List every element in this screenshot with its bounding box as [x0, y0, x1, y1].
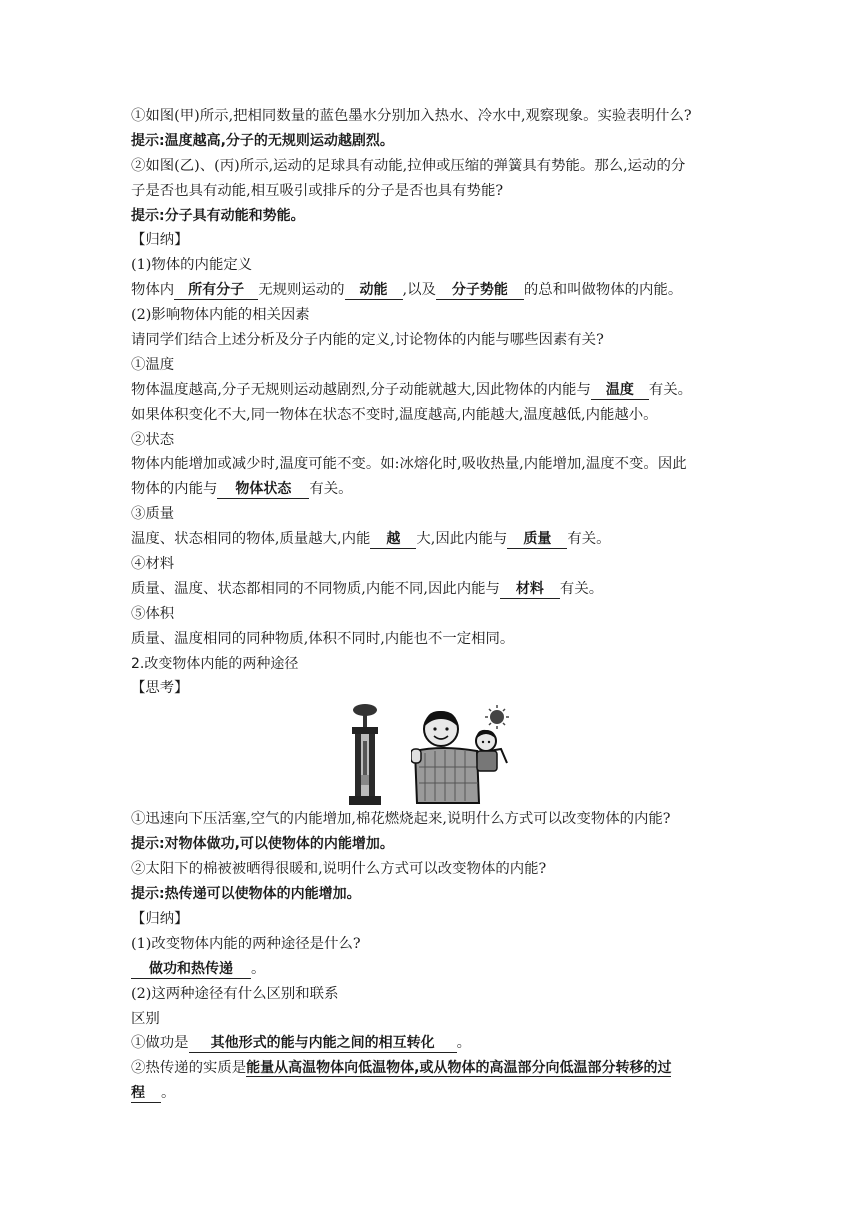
temperature-sentence: [131, 378, 743, 403]
temperature-note: 如果体积变化不大,同一物体在状态不变时,温度越高,内能越大,温度越低,内能越小。: [131, 406, 658, 423]
text: ①做功是: [131, 1035, 189, 1052]
definition-sentence: [131, 278, 743, 303]
text: 的总和叫做物体的内能。: [523, 282, 683, 299]
think-heading: 【思考】: [131, 680, 189, 697]
blank-answer: 温度: [591, 381, 649, 400]
text: ②热传递的实质是: [131, 1060, 247, 1077]
factors-question: 请同学们结合上述分析及分子内能的定义,讨论物体的内能与哪些因素有关?: [131, 332, 604, 349]
blank-answer: 其他形式的能与内能之间的相互转化: [189, 1034, 457, 1053]
difference-label: 区别: [131, 1010, 160, 1027]
work-sentence: [131, 1031, 743, 1056]
summary-heading-2: 【归纳】: [131, 910, 189, 927]
hint-2: 提示:分子具有动能和势能。: [131, 207, 305, 224]
question-2-line-2: 子是否也具有动能,相互吸引或排斥的分子是否也具有势能?: [131, 182, 504, 199]
state-sentence-1: 物体内能增加或减少时,温度可能不变。如:冰熔化时,吸收热量,内能增加,温度不变。因此: [131, 456, 687, 473]
blank-answer: 程: [131, 1084, 161, 1103]
text: 。: [251, 960, 266, 977]
volume-sentence: 质量、温度相同的同种物质,体积不同时,内能也不一定相同。: [131, 630, 515, 647]
heat-transfer-sentence-1: [131, 1056, 743, 1081]
text: 。: [456, 1035, 471, 1052]
text: 有关。: [567, 531, 611, 548]
blank-answer: 质量: [507, 530, 567, 549]
blank-answer: 分子势能: [436, 281, 524, 300]
temperature-heading: ①温度: [131, 356, 175, 373]
mass-heading: ③质量: [131, 506, 175, 523]
blank-answer: 物体状态: [217, 480, 309, 499]
air-compression-pump-illustration: [349, 703, 385, 807]
figure-row: [131, 701, 743, 807]
hint-3: 提示:对物体做功,可以使物体的内能增加。: [131, 836, 394, 853]
ways-answer: [131, 957, 743, 982]
factors-heading: (2)影响物体内能的相关因素: [131, 307, 310, 324]
text: 物体内: [131, 282, 175, 299]
text: 有关。: [309, 481, 353, 498]
text: 无规则运动的: [258, 282, 345, 299]
blank-answer: 做功和热传递: [131, 960, 251, 979]
material-sentence: [131, 577, 743, 602]
quilt-in-sun-illustration: [411, 705, 517, 805]
blank-answer: 材料: [500, 580, 560, 599]
definition-heading: (1)物体的内能定义: [131, 257, 253, 274]
text: 温度、状态相同的物体,质量越大,内能: [131, 531, 371, 548]
text: 有关。: [559, 580, 604, 597]
text: 。: [161, 1085, 176, 1102]
document-page: [131, 104, 743, 1106]
summary-heading-1: 【归纳】: [131, 232, 189, 249]
blank-answer: 所有分子: [174, 281, 258, 300]
text: 质量、温度、状态都相同的不同物质,内能不同,因此内能与: [131, 580, 500, 597]
blank-answer: 能量从高温物体向低温物体,或从物体的高温部分向低温部分转移的过: [246, 1060, 672, 1077]
difference-question: (2)这两种途径有什么区别和联系: [131, 985, 339, 1002]
text: 物体温度越高,分子无规则运动越剧烈,分子动能就越大,因此物体的内能与: [131, 381, 591, 398]
question-1: ①如图(甲)所示,把相同数量的蓝色墨水分别加入热水、冷水中,观察现象。实验表明什么?: [131, 108, 692, 124]
ways-question: (1)改变物体内能的两种途径是什么?: [131, 935, 361, 952]
hint-4: 提示:热传递可以使物体的内能增加。: [131, 886, 361, 903]
heat-transfer-sentence-2: [131, 1081, 743, 1106]
state-sentence-2: [131, 477, 743, 502]
hint-1: 提示:温度越高,分子的无规则运动越剧烈。: [131, 132, 394, 149]
text: ,以及: [402, 282, 436, 299]
state-heading: ②状态: [131, 431, 175, 448]
question-4: ②太阳下的棉被被晒得很暖和,说明什么方式可以改变物体的内能?: [131, 861, 547, 878]
question-2-line-1: ②如图(乙)、(丙)所示,运动的足球具有动能,拉伸或压缩的弹簧具有势能。那么,运动的分: [131, 157, 686, 174]
text: 物体的内能与: [131, 481, 218, 498]
material-heading: ④材料: [131, 556, 175, 573]
section-2-title: 2.改变物体内能的两种途径: [131, 655, 299, 672]
blank-answer: 动能: [345, 281, 403, 300]
text: 有关。: [648, 381, 693, 398]
blank-answer: 越: [370, 530, 416, 549]
mass-sentence: [131, 527, 743, 552]
volume-heading: ⑤体积: [131, 605, 175, 622]
text: 大,因此内能与: [416, 531, 508, 548]
question-3: ①迅速向下压活塞,空气的内能增加,棉花燃烧起来,说明什么方式可以改变物体的内能?: [131, 811, 671, 828]
